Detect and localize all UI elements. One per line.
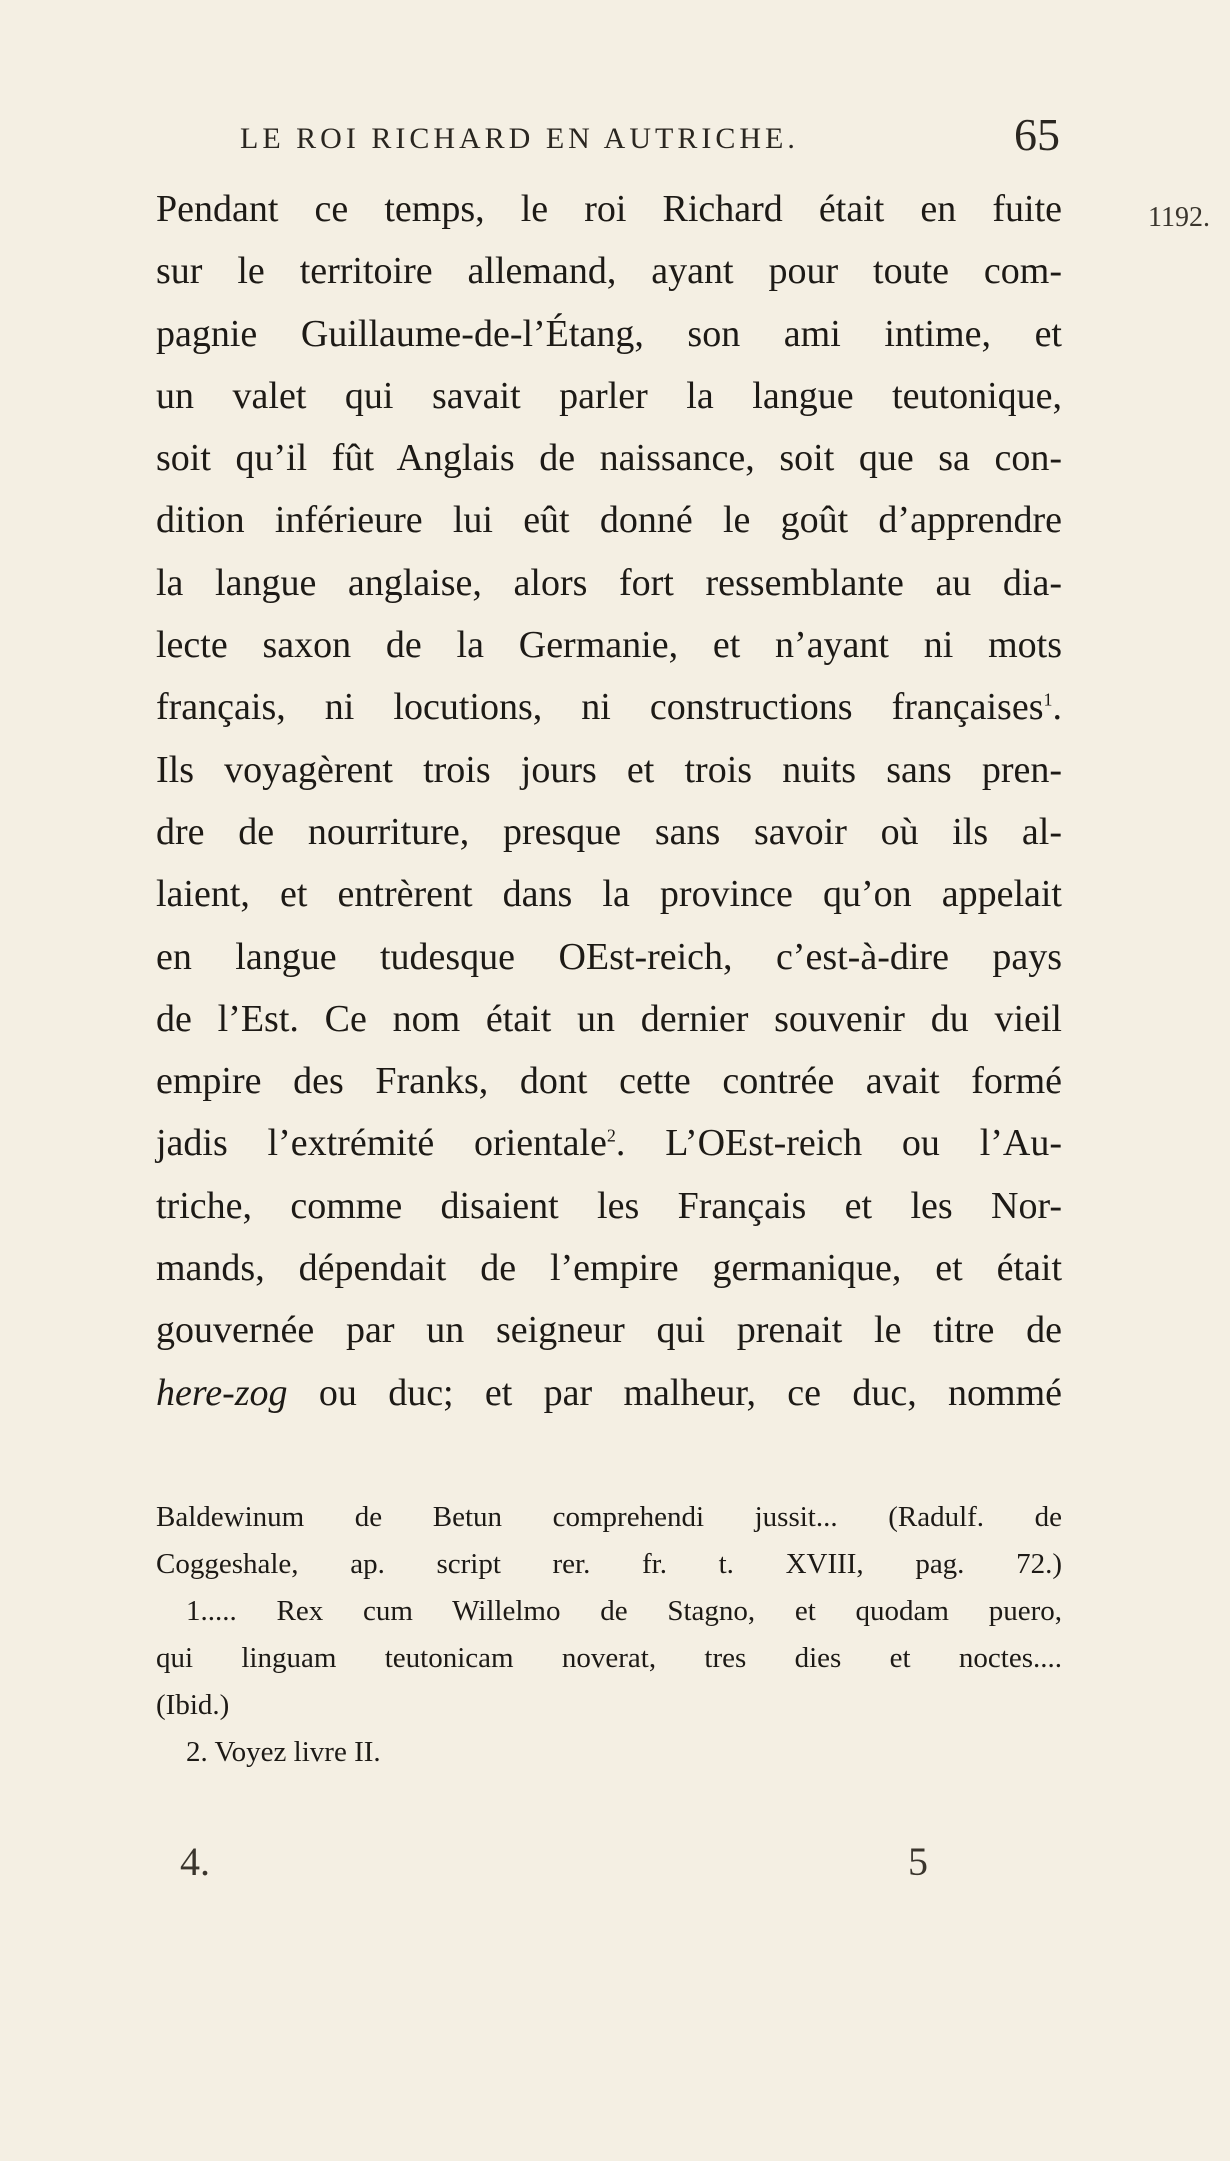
page-number: 65 <box>1014 109 1060 160</box>
footnote-line: Baldewinum de Betun comprehendi jussit... (Radulf. de <box>156 1501 1062 1533</box>
footnote-ref: 2 <box>606 1125 616 1146</box>
footnote-line: (Ibid.) <box>156 1689 230 1721</box>
text-segment: ou duc; et par malheur, ce duc, nommé <box>318 1371 1062 1414</box>
text-line <box>156 1362 1062 1424</box>
footnote-ref: 1 <box>1043 689 1053 710</box>
text-line: triche, comme disaient les Français et les Nor- <box>156 1184 1062 1227</box>
running-head <box>160 108 1060 168</box>
text-line: sur le territoire allemand, ayant pour toute com- <box>156 250 1062 293</box>
text-segment: français, ni locutions, ni constructions françaises <box>156 686 1044 729</box>
text-line: mands, dépendait de l’empire germanique, et était <box>156 1247 1062 1290</box>
text-line: dre de nourriture, presque sans savoir où ils al- <box>156 810 1062 853</box>
text-segment: L’OEst-reich ou l’Au- <box>665 1122 1062 1165</box>
running-title: LE ROI RICHARD EN AUTRICHE. <box>240 122 799 155</box>
footnote-line: 2. Voyez livre II. <box>186 1736 381 1768</box>
italic-term: here-zog <box>156 1371 288 1414</box>
text-line: lecte saxon de la Germanie, et n’ayant ni mots <box>156 624 1062 667</box>
signature-mark: 4. <box>180 1839 210 1884</box>
printer-signature <box>156 1838 956 1898</box>
text-line: un valet qui savait parler la langue teutonique, <box>156 374 1062 417</box>
body-text <box>156 178 1062 1424</box>
text-line: en langue tudesque OEst-reich, c’est-à-dire pays <box>156 935 1062 978</box>
margin-year-note: 1192. <box>1148 202 1210 233</box>
footnote-line: Coggeshale, ap. script rer. fr. t. XVIII, pag. 72.) <box>156 1548 1062 1580</box>
footnote-line: 1..... Rex cum Willelmo de Stagno, et quodam puero, <box>186 1595 1062 1627</box>
text-line: laient, et entrèrent dans la province qu’on appelait <box>156 873 1062 916</box>
footnote-line: qui linguam teutonicam noverat, tres dies et noctes.... <box>156 1642 1062 1674</box>
text-line: Pendant ce temps, le roi Richard était en fuite <box>156 188 1062 230</box>
text-line: pagnie Guillaume-de-l’Étang, son ami intime, et <box>156 312 1062 355</box>
text-line: dition inférieure lui eût donné le goût d’apprendre <box>156 499 1062 542</box>
text-line: empire des Franks, dont cette contrée avait formé <box>156 1060 1062 1103</box>
footnotes <box>156 1494 1062 1776</box>
text-line: Ils voyagèrent trois jours et trois nuits sans pren- <box>156 748 1062 791</box>
text-line: de l’Est. Ce nom était un dernier souvenir du vieil <box>156 997 1062 1040</box>
text-line: gouvernée par un seigneur qui prenait le titre de <box>156 1309 1062 1352</box>
text-segment: jadis l’extrémité orientale <box>156 1122 607 1165</box>
text-line: la langue anglaise, alors fort ressemblante au dia- <box>156 561 1062 604</box>
text-line: jadis l’extrémité orientale$^2$. L’OEst-reich ou l’Au- <box>156 1122 1062 1165</box>
signature-mark: 5 <box>908 1839 928 1884</box>
text-line: soit qu’il fût Anglais de naissance, soit que sa con- <box>156 437 1062 480</box>
text-line: français, ni locutions, ni constructions françaises$^1$. <box>156 686 1062 729</box>
